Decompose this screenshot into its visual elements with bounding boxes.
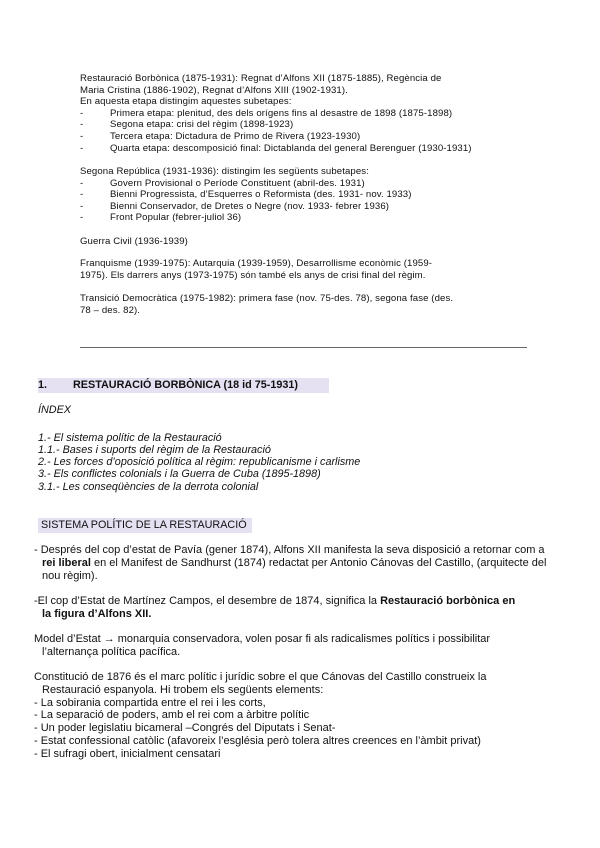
section-title: RESTAURACIÓ BORBÒNICA (18 id 75-1931) [73,379,298,391]
list-item: - Quarta etapa: descomposició final: Dictablanda del general Berenguer (1930-1931) [80,142,472,154]
paragraph: - Després del cop d’estat de Pavía (gener 1874), Alfons XII manifesta la seva disposició a retornar com a rei liberal en el Manifest de Sandhurst (1874) redactat per Antonio Cánovas del Castillo, (arquitecte del nou règim). [34,544,547,582]
section-heading [38,378,329,393]
paragraph: -El cop d’Estat de Martínez Campos, el desembre de 1874, significa la Restauració borbònica en la figura d’Alfons XII. [34,595,516,620]
republica-summary [80,166,412,224]
list-item: - Estat confessional catòlic (afavoreix l’església però tolera altres creences en l’àmbit privat) [34,734,481,747]
section-number: 1. [38,379,48,391]
list-item: - Bienni Progressista, d’Esquerres o Reformista (des. 1931- nov. 1933) [80,189,412,201]
text-line: Segona República (1931-1936): distingim les següents subetapes: [80,166,369,177]
divider [80,347,527,348]
list-item: - Primera etapa: plenitud, des dels orígens fins al desastre de 1898 (1875-1898) [80,107,453,119]
subsection-heading: SISTEMA POLÍTIC DE LA RESTAURACIÓ [38,518,252,533]
list-item: - Front Popular (febrer-juliol 36) [80,212,242,224]
text-line: En aquesta etapa distingim aquestes subetapes: [80,96,292,108]
text-line: Maria Cristina (1886-1902), Regnat d’Alfons XIII (1902-1931). [80,84,348,96]
list-item: - Un poder legislatiu bicameral –Congrés del Diputats i Senat- [34,722,336,735]
paragraph: Model d’Estat → monarquia conservadora, volen posar fi als radicalismes polítics i possibilitar l’alternança política pacífica. [34,633,491,658]
list-item: - Segona etapa: crisi del règim (1898-1923) [80,119,294,131]
paragraph: Constitució de 1876 és el marc polític i jurídic sobre el que Cánovas del Castillo construeix la Restauració espanyola. Hi trobem els següents elements: - La sobirania compartida entre el rei i les corts, - La separació de poders, amb el rei com a àrbitre polític - Un poder legislatiu bicameral –Congrés del Diputats i Senat- - Estat confessional catòlic (afavoreix l’església però tolera altres creences en l’àmbit privat) - El sufragi obert, inicialment censatari [34,671,564,761]
list-item: - Tercera etapa: Dictadura de Primo de Rivera (1923-1930) [80,130,361,142]
list-item: - Bienni Conservador, de Dretes o Negre (nov. 1933- febrer 1936) [80,200,390,212]
guerra-line: Guerra Civil (1936-1939) [80,236,188,247]
index-item: 3.- Els conflictes colonials i la Guerra de Cuba (1895-1898) [38,468,321,480]
index-item: 2.- Les forces d’oposició política al règim: republicanisme i carlisme [38,456,361,468]
list-item: - La separació de poders, amb el rei com a àrbitre polític [34,709,310,722]
index-item: 3.1.- Les conseqüències de la derrota colonial [38,481,259,493]
index-item: 1.- El sistema polític de la Restauració [38,432,222,444]
list-item: - Govern Provisional o Període Constituent (abril-des. 1931) [80,177,365,189]
text-line: Restauració Borbònica (1875-1931): Regnat d’Alfons XII (1875-1885), Regència de [80,73,442,84]
transicio-summary: Transició Democràtica (1975-1982): primera fase (nov. 75-des. 78), segona fase (des. 78 – des. 82). [80,293,454,316]
index-label: ÍNDEX [38,404,71,416]
franquisme-summary: Franquisme (1939-1975): Autarquia (1939-1959), Desarrollisme econòmic (1959- 1975). Els darrers anys (1973-1975) són també els anys de crisi final del règim. [80,258,433,281]
list-item: - El sufragi obert, inicialment censatari [34,747,221,760]
index-item: 1.1.- Bases i suports del règim de la Restauració [38,444,271,456]
restauracio-summary [80,73,472,154]
list-item: - La sobirania compartida entre el rei i les corts, [34,696,266,709]
